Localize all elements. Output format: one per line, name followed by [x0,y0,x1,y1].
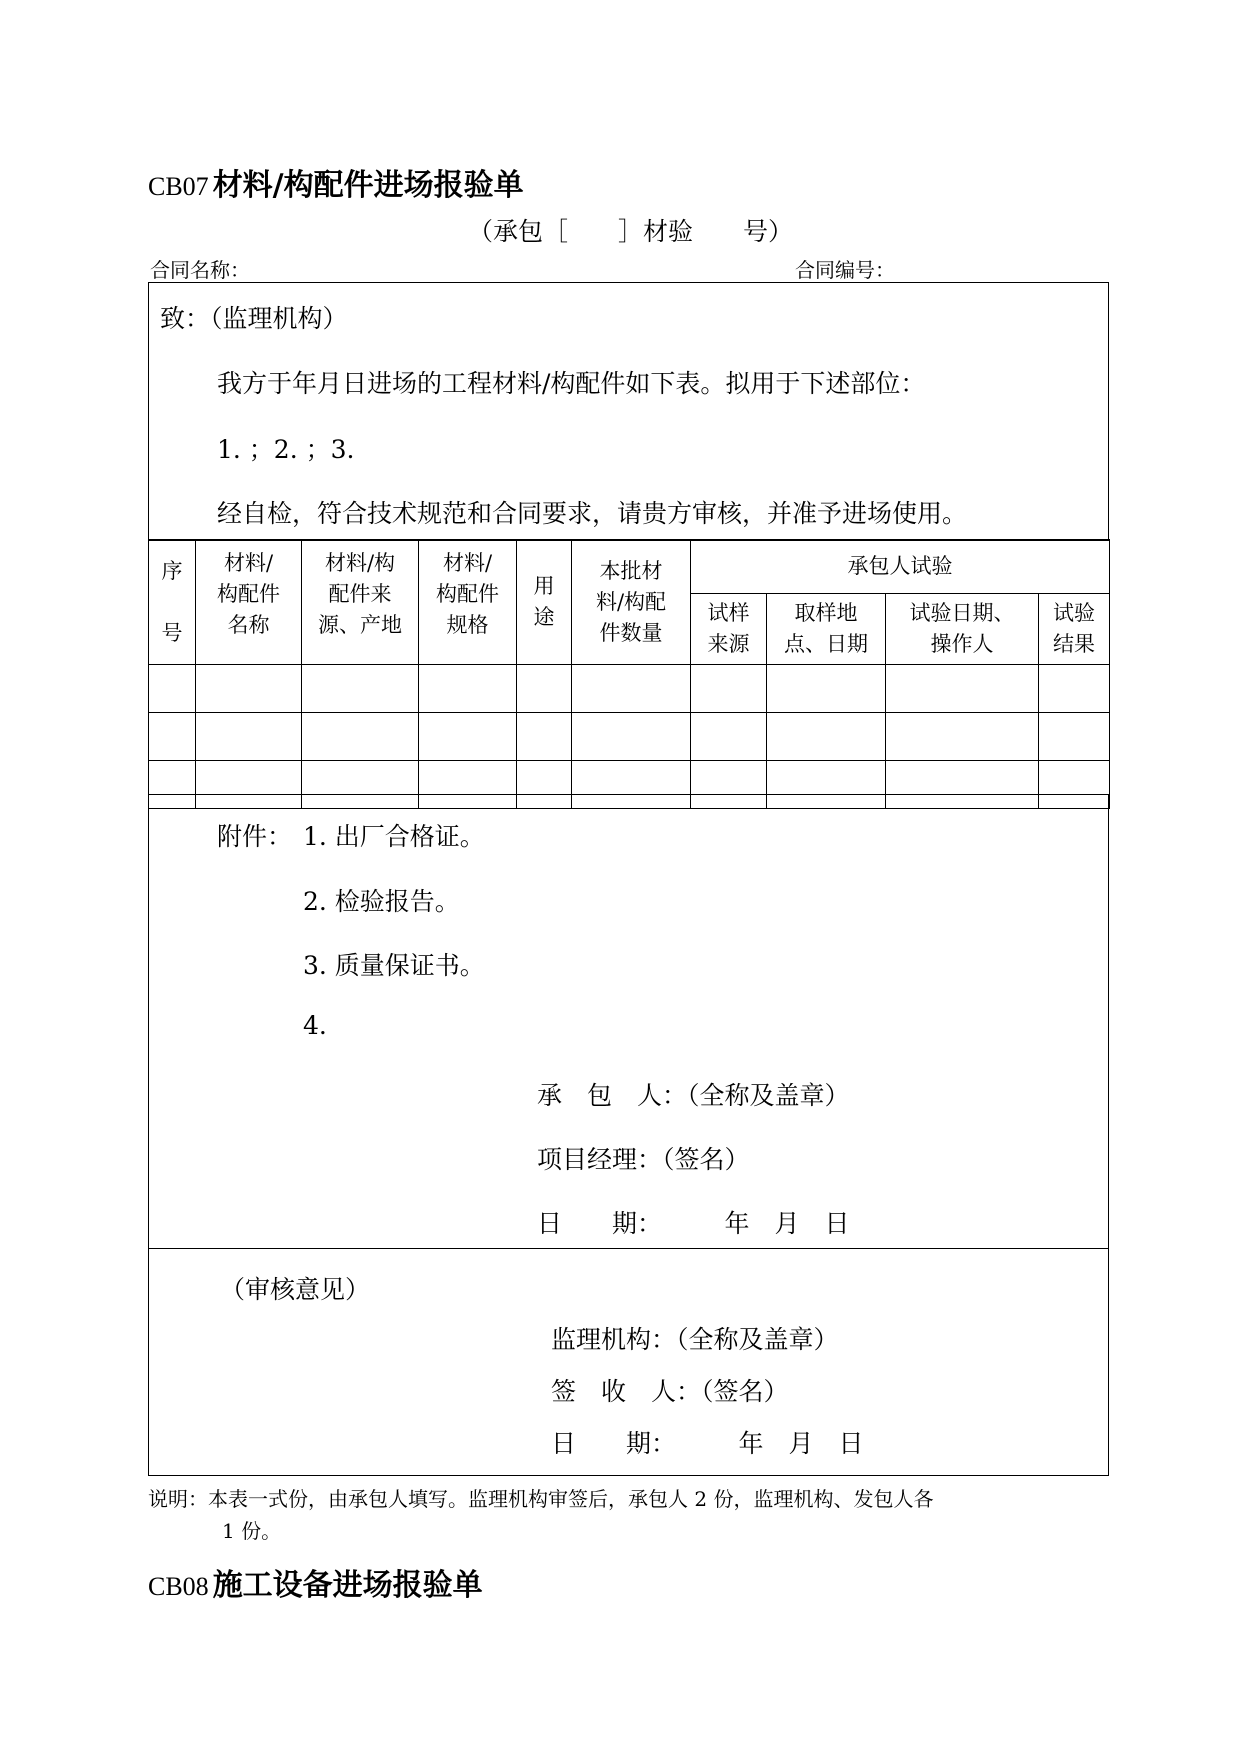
cell [149,665,196,713]
header-seq: 序 号 [149,540,196,665]
cell [419,713,517,761]
cell [886,713,1039,761]
note-line: 说明：本表一式份，由承包人填写。监理机构审签后，承包人 2 份，监理机构、发包人各 [148,1487,934,1511]
next-form-title [148,1560,483,1604]
attachment-item: 4. [303,1011,327,1040]
attachment-item: 2. 检验报告。 [303,887,460,916]
cell [196,713,302,761]
note-line-continued: 1 份。 [222,1519,282,1543]
header-sample-place-date: 取样地 点、日期 [767,593,886,664]
cell [572,713,691,761]
cell [767,665,886,713]
header-sample-source: 试样 来源 [691,593,767,664]
project-manager-line: 项目经理：（签名） [537,1145,750,1174]
cell [196,665,302,713]
header-test-date-operator: 试验日期、 操作人 [886,593,1039,664]
addressee-line: 致：（监理机构） [160,304,348,333]
contract-number-label: 合同编号： [795,258,895,282]
supervisor-line: 监理机构：（全称及盖章） [551,1325,839,1354]
cell [517,665,572,713]
next-form-title-text: 施工设备进场报验单 [212,1568,483,1603]
location-list: 1. ；2. ；3. [217,435,355,464]
cell [767,713,886,761]
intro-paragraph: 我方于年月日进场的工程材料/构配件如下表。拟用于下述部位： [217,369,926,398]
cell [149,713,196,761]
contract-name-label: 合同名称： [150,258,250,282]
table-row [149,665,1110,713]
header-material-source: 材料/构 配件来 源、产地 [302,540,419,665]
cell [302,665,419,713]
table-row [149,713,1110,761]
contractor-signature-line: 承 包 人：（全称及盖章） [537,1081,850,1110]
attachment-label: 附件： [217,822,293,851]
header-test-result: 试验 结果 [1039,593,1110,664]
review-date-line: 日 期： 年 月 日 [551,1429,864,1458]
materials-table [148,539,1110,809]
cell [302,713,419,761]
form-title [148,160,524,204]
attachment-item: 1. 出厂合格证。 [303,822,485,851]
form-number-line: （承包［ ］材验 号） [468,217,794,246]
header-use: 用 途 [517,540,572,665]
header-contractor-test: 承包人试验 [691,540,1110,594]
header-material-spec: 材料/ 构配件 规格 [419,540,517,665]
review-opinion-label: （审核意见） [220,1275,371,1304]
next-form-code: CB08 [148,1572,209,1601]
cell [691,665,767,713]
cell [886,665,1039,713]
attachment-section [148,794,1109,1249]
cell [517,713,572,761]
form-code: CB07 [148,172,209,201]
form-title-text: 材料/构配件进场报验单 [212,168,524,203]
contractor-date-line: 日 期： 年 月 日 [537,1209,850,1238]
cell [1039,713,1110,761]
attachment-item: 3. 质量保证书。 [303,951,485,980]
header-quantity: 本批材 料/构配 件数量 [572,540,691,665]
cell [691,713,767,761]
cell [419,665,517,713]
cell [1039,665,1110,713]
header-material-name: 材料/ 构配件 名称 [196,540,302,665]
self-check-paragraph: 经自检，符合技术规范和合同要求，请贵方审核，并准予进场使用。 [217,499,968,528]
receiver-line: 签 收 人：（签名） [551,1377,789,1406]
cell [572,665,691,713]
